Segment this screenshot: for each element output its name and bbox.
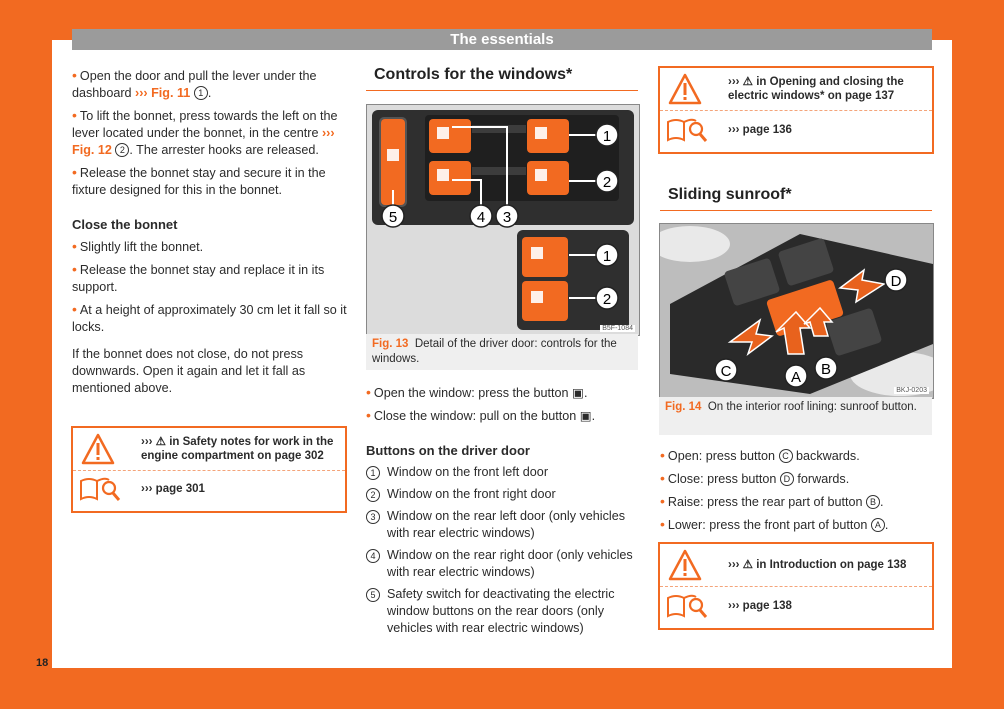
list-item: 5 Safety switch for deactivating the electric window buttons on the rear doors (only vehicles with rear electric windows) [366,586,641,637]
page-reference[interactable]: ››› page 136 [728,124,792,136]
window-switch-panel-illustration [367,105,639,335]
list-item: • Open the window: press the button ▣. [366,384,588,400]
warning-reference[interactable]: ››› ⚠ in Opening and closing the electric windows* on page 137 [728,76,904,102]
figure-code: BKJ-0203 [896,387,927,394]
warning-triangle-icon [81,433,115,465]
svg-text:A: A [790,369,802,386]
list-item: 3 Window on the rear left door (only vehicles with rear electric windows) [366,508,641,542]
close-bonnet-heading: Close the bonnet [72,217,178,232]
callout-B [815,357,837,379]
callout-5 [382,205,404,227]
svg-text:1: 1 [602,248,612,265]
list-item: • Open: press button C backwards. [660,447,860,463]
page-header: The essentials [72,29,932,50]
callout-1-lower [596,244,618,266]
figure-14-caption: Fig. 14 On the interior roof lining: sunroof button. [659,397,932,435]
svg-text:B: B [820,361,832,378]
figure-link[interactable]: ››› Fig. 12 [72,126,335,157]
warning-box-right-bottom [658,542,934,630]
callout-3 [496,205,518,227]
svg-text:5: 5 [388,209,398,226]
figure-code: B5F-1084 [602,325,633,332]
list-item: • Close: press button D forwards. [660,470,850,486]
callout-4 [470,205,492,227]
list-item: • To lift the bonnet, press towards the left on the lever located under the bonnet, in the centre ››› Fig. 12 2 . The arrester hooks are released. [72,107,338,157]
page-reference[interactable]: ››› page 301 [141,483,205,495]
list-item: • Close the window: pull on the button ▣. [366,407,596,423]
warning-box-right-top [658,66,934,154]
svg-text:C: C [720,363,732,380]
middle-column [366,384,641,642]
svg-text:3: 3 [502,209,512,226]
callout-A [785,365,807,387]
figure-13-window-controls [366,104,640,336]
warning-triangle-icon [668,73,702,105]
buttons-list [366,464,641,637]
buttons-heading: Buttons on the driver door [366,443,530,458]
callout-2 [596,170,618,192]
svg-text:2: 2 [602,174,612,191]
warning-triangle-icon [668,549,702,581]
window-button-icon: ▣ [572,386,584,400]
list-item: • At a height of approximately 30 cm let it fall so it locks. [72,301,347,334]
left-column [72,67,347,397]
figure-link[interactable]: ››› Fig. 11 [135,86,191,100]
warning-reference[interactable]: ››› ⚠ in Introduction on page 138 [728,559,907,571]
svg-text:1: 1 [602,128,612,145]
callout-D [885,269,907,291]
svg-text:D: D [890,273,902,290]
figure-14-sunroof-controls [659,223,934,399]
list-item: 1 Window on the front left door [366,464,641,481]
callout-C [715,359,737,381]
section-title: Controls for the windows* [374,66,573,83]
list-item: 2 Window on the front right door [366,486,641,503]
warning-reference[interactable]: ››› ⚠ in Safety notes for work in the engine compartment on page 302 [141,436,334,462]
page-number: 18 [36,657,49,669]
list-item: 4 Window on the rear right door (only vehicles with rear electric windows) [366,547,641,581]
sunroof-panel-illustration [660,224,933,398]
list-item: • Release the bonnet stay and replace it in its support. [72,261,325,294]
warning-box-left [71,426,347,513]
list-item: • Lower: press the front part of button A . [660,516,889,532]
figure-13-caption: Fig. 13 Detail of the driver door: controls for the windows. [366,334,638,370]
sunroof-section-header [660,186,932,211]
book-magnifier-icon [666,116,708,144]
list-item: • Raise: press the rear part of button B . [660,493,884,509]
controls-section-header [366,66,638,91]
book-magnifier-icon [79,475,121,503]
book-magnifier-icon [666,592,708,620]
section-title: Sliding sunroof* [668,186,792,203]
window-button-icon: ▣ [579,409,592,423]
svg-text:4: 4 [476,209,486,226]
page-reference[interactable]: ››› page 138 [728,600,792,612]
list-item: • Open the door and pull the lever under the dashboard ››› Fig. 11 1 . [72,67,317,100]
bonnet-note: If the bonnet does not close, do not press downwards. Open it again and let it fall as mentioned above. [72,347,306,395]
svg-text:2: 2 [602,291,612,308]
right-column [660,447,935,534]
callout-2-lower [596,287,618,309]
callout-1 [596,124,618,146]
list-item: • Slightly lift the bonnet. [72,238,204,254]
list-item: • Release the bonnet stay and secure it in the fixture designed for this in the bonnet. [72,164,326,197]
